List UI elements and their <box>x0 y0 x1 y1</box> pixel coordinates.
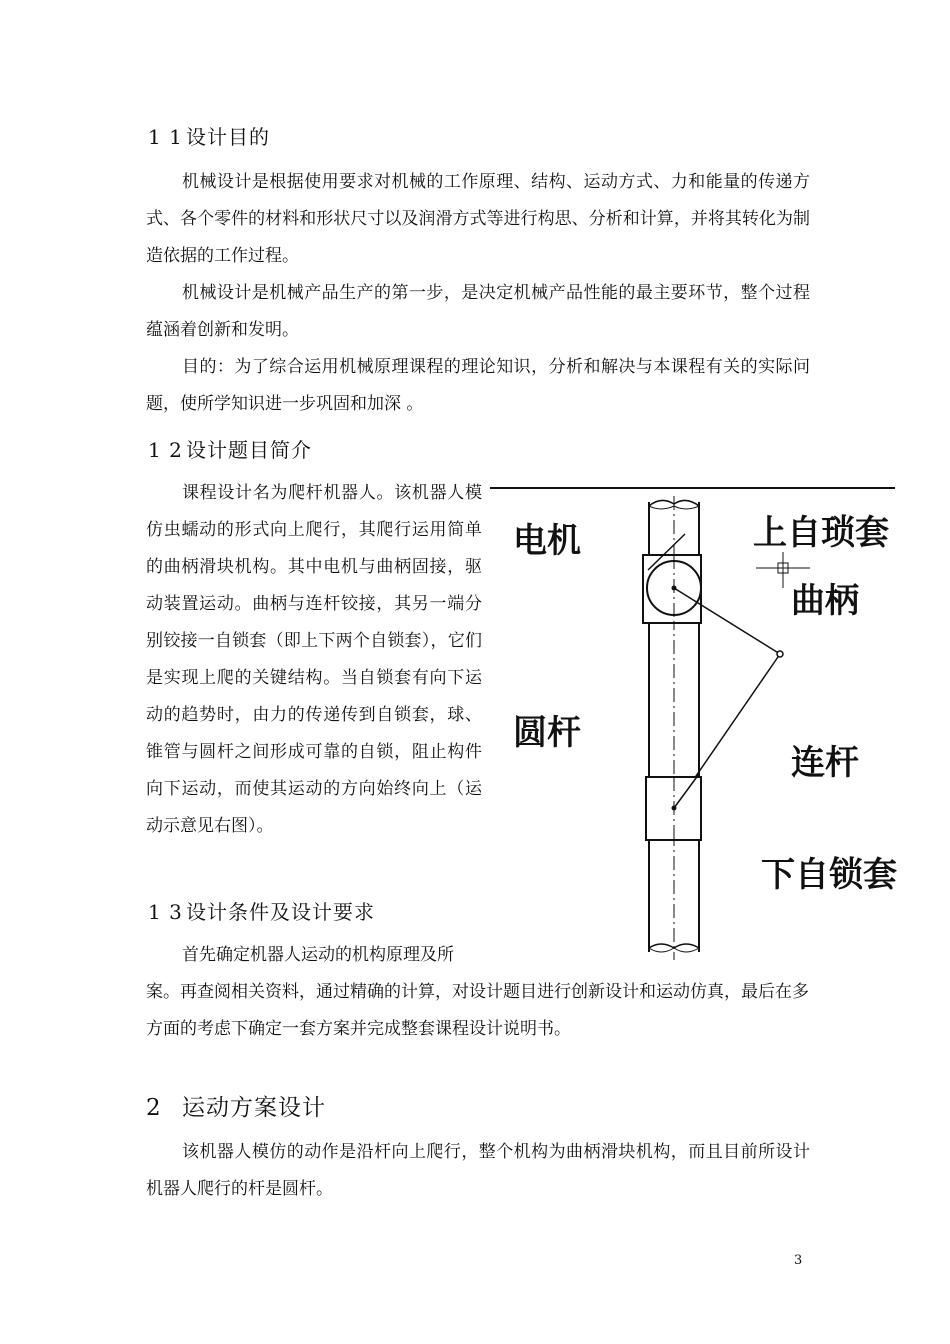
mechanism-diagram <box>485 482 900 962</box>
label-motor: 电机 <box>513 521 581 561</box>
label-upper-sleeve: 上自琐套 <box>753 513 889 553</box>
section-title: 运动方案设计 <box>182 1095 326 1121</box>
section-heading-1-3 <box>148 896 375 925</box>
mechanism-figure <box>485 482 900 962</box>
section-title: 设计题目简介 <box>186 438 312 462</box>
page-number: 3 <box>794 1253 803 1268</box>
section-heading-1-1 <box>148 121 270 150</box>
paragraph: 课程设计名为爬杆机器人。该机器人模仿虫蠕动的形式向上爬行，其爬行运用简单的曲柄滑块机构。其中电机与曲柄固接，驱动装置运动。曲柄与连杆铰接，其另一端分别铰接一自锁套（即上下两个自锁套），它们是实现上爬的关键结构。当自锁套有向下运动的趋势时，由力的传递传到自锁套，球、锥管与圆杆之间形成可靠的自锁，阻止构件向下运动，而使其运动的方向始终向上（运动示意见右图）。 <box>146 483 482 836</box>
section-title: 设计条件及设计要求 <box>186 900 375 924</box>
label-lower-sleeve: 下自锁套 <box>761 855 897 895</box>
section-number: 1 1 <box>148 125 183 149</box>
hinge-joint <box>777 651 783 657</box>
upper-sleeve <box>643 534 701 623</box>
section-heading-2 <box>146 1089 326 1122</box>
paragraph: 机械设计是根据使用要求对机械的工作原理、结构、运动方式、力和能量的传递方式、各个零件的材料和形状尺寸以及润滑方式等进行构思、分析和计算，并将其转化为制造依据的工作过程。 <box>146 172 810 266</box>
section-number: 2 <box>146 1095 162 1121</box>
paragraph: 案。再查阅相关资料，通过精确的计算，对设计题目进行创新设计和运动仿真，最后在多方面的考虑下确定一套方案并完成整套课程设计说明书。 <box>146 982 809 1039</box>
section-number: 1 2 <box>148 438 183 462</box>
paragraph: 该机器人模仿的动作是沿杆向上爬行，整个机构为曲柄滑块机构，而且目前所设计机器人爬行的杆是圆杆。 <box>146 1142 810 1199</box>
paragraph: 首先确定机器人运动的机构原理及所 <box>182 945 454 965</box>
section-number: 1 3 <box>148 900 183 924</box>
paragraph: 机械设计是机械产品生产的第一步，是决定机械产品性能的最主要环节，整个过程蕴涵着创新和发明。 <box>146 283 810 340</box>
label-rod: 圆杆 <box>513 713 581 753</box>
label-link: 连杆 <box>791 743 859 783</box>
section-title: 设计目的 <box>186 125 270 149</box>
lower-sleeve <box>646 774 701 840</box>
paragraph: 目的：为了综合运用机械原理课程的理论知识，分析和解决与本课程有关的实际问题，使所学知识进一步巩固和加深 。 <box>146 357 810 414</box>
section-heading-1-2 <box>148 434 312 463</box>
label-crank: 曲柄 <box>791 581 859 621</box>
